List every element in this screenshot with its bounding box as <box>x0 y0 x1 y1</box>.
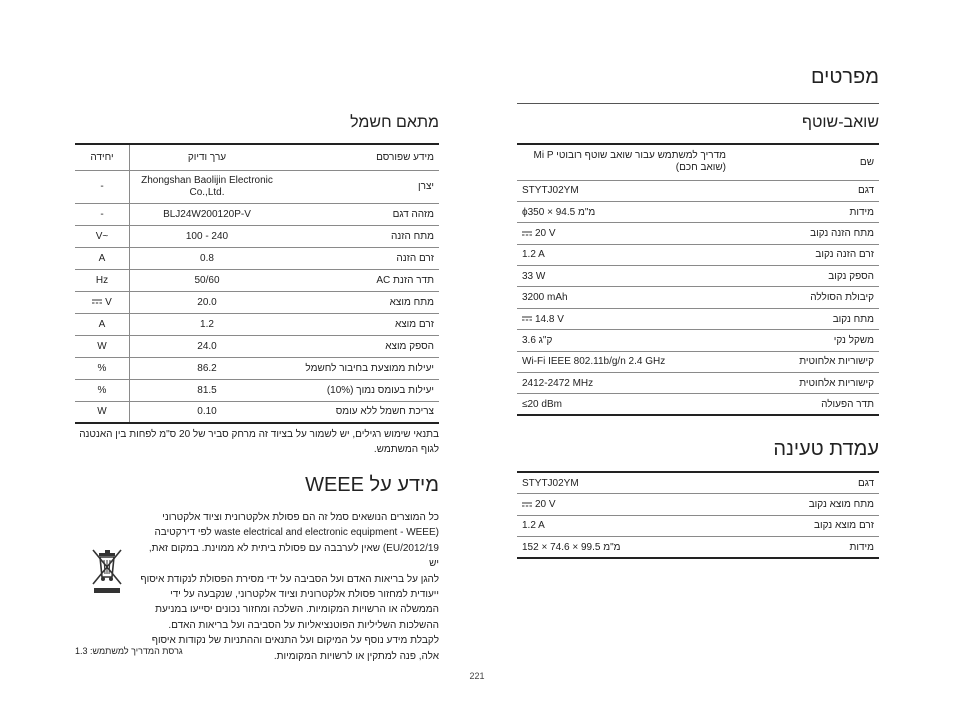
weee-text-line: 2012/19/EU) שאין לערבבה עם פסולת ביתית לא ממוינת. במקום זאת, יש <box>148 542 439 570</box>
weee-text-line: ייעודית למחזור פסולת אלקטרונית וציוד אלקטרוני, שנקבעה על ידי <box>170 589 439 601</box>
psu-param: זרם מוצא <box>394 318 434 330</box>
robot-spec-label: קיבולת הסוללה <box>810 292 874 304</box>
psu-value: 0.10 <box>197 406 217 418</box>
weee-text-line: (waste electrical and electronic equipment - WEEE לפי דירקטיבה <box>154 527 439 539</box>
psu-spec-row <box>75 203 439 225</box>
psu-unit: % <box>75 357 130 379</box>
psu-unit: V <box>75 291 130 313</box>
page-number: 221 <box>469 671 485 681</box>
psu-section-title: מתאם חשמל <box>350 114 439 131</box>
weee-text-line: הממשלה או הרשויות המקומיות. השלכה ומחזור נכונים יסייעו במניעת <box>155 604 439 616</box>
psu-spec-row <box>75 379 439 401</box>
robot-spec-value: 1.2 A <box>522 249 545 261</box>
weee-text-line: אלה, פנה למתקין או לרשויות המקומיות. <box>273 650 439 662</box>
crossed-out-wheelie-bin-icon <box>91 547 123 595</box>
robot-spec-row <box>517 373 879 394</box>
robot-spec-row <box>517 201 879 222</box>
psu-spec-row <box>75 225 439 247</box>
robot-spec-label: קישוריות אלחוטית <box>799 377 874 389</box>
robot-spec-row <box>517 351 879 372</box>
psu-unit: W <box>75 335 130 357</box>
robot-spec-value: ϕמ"מ 94.5 × 350 <box>522 206 596 218</box>
robot-spec-row <box>517 330 879 351</box>
psu-unit: A <box>75 313 130 335</box>
psu-value: 81.5 <box>197 384 217 396</box>
robot-spec-value: 33 W <box>522 270 546 282</box>
psu-unit: V~ <box>75 225 130 247</box>
weee-text-line: ההשלכות השליליות הפוטנציאליות על הסביבה ועל בריאות האדם. <box>168 619 439 631</box>
robot-spec-row <box>517 266 879 287</box>
psu-param: זרם הזנה <box>396 252 434 264</box>
robot-spec-value: STYTJ02YM <box>522 185 579 197</box>
dock-spec-label: מתח מוצא נקוב <box>808 498 874 510</box>
psu-spec-row <box>75 357 439 379</box>
robot-spec-label: קישוריות אלחוטית <box>799 356 874 368</box>
robot-spec-table <box>517 143 879 416</box>
weee-text-line: להגן על בריאות האדם ועל הסביבה על ידי מסירת הפסולת לנקודת איסוף <box>140 573 439 585</box>
psu-spec-row <box>75 269 439 291</box>
dock-spec-row <box>517 494 879 516</box>
dock-spec-row <box>517 472 879 494</box>
psu-param: הספק מוצא <box>385 340 434 352</box>
psu-param: יעילות בעומס נמוך (10%) <box>326 384 434 396</box>
robot-spec-value: 20 V <box>517 223 731 244</box>
robot-spec-value: Wi-Fi IEEE 802.11b/g/n 2.4 GHz <box>522 356 666 368</box>
psu-unit: % <box>75 379 130 401</box>
robot-spec-row <box>517 244 879 265</box>
psu-param: יצרן <box>418 181 434 192</box>
dock-spec-label: דגם <box>857 477 874 489</box>
psu-value: 1.2 <box>200 318 214 330</box>
psu-spec-row <box>75 291 439 313</box>
robot-spec-value: 2412-2472 MHz <box>522 377 594 389</box>
psu-param: מתח מוצא <box>389 296 434 308</box>
robot-spec-row <box>517 180 879 201</box>
dock-spec-value: STYTJ02YM <box>522 477 579 489</box>
dock-spec-row <box>517 537 879 559</box>
page-title: מפרטים <box>810 66 879 88</box>
robot-spec-label: שם <box>859 156 874 168</box>
dock-spec-value: 1.2 A <box>522 520 545 532</box>
robot-spec-label: מידות <box>849 206 874 218</box>
weee-section-title: מידע על WEEE <box>305 474 439 496</box>
psu-param: מזהה דגם <box>392 208 434 220</box>
psu-value: 0.8 <box>200 252 214 264</box>
psu-value: 86.2 <box>197 362 217 374</box>
dock-spec-label: זרם מוצא נקוב <box>814 520 874 532</box>
psu-spec-row <box>75 313 439 335</box>
psu-value: Zhongshan Baolijin Electronic Co.,Ltd. <box>141 174 273 198</box>
psu-header-value: ערך ודיוק <box>187 151 227 163</box>
dock-section-title: עמדת טעינה <box>773 438 879 460</box>
psu-spec-row <box>75 170 439 203</box>
psu-unit: W <box>75 401 130 423</box>
psu-note: בתנאי שימוש רגילים, יש לשמור על בציוד זה מרחק סביר של 20 ס"מ לפחות בין האנטנה לגוף המשתמש. <box>79 429 439 456</box>
psu-spec-row <box>75 335 439 357</box>
dock-spec-row <box>517 515 879 537</box>
robot-section-title: שואב-שוטף <box>801 114 879 131</box>
psu-unit: - <box>75 170 130 203</box>
psu-spec-row <box>75 247 439 269</box>
robot-spec-value: מדריך למשתמש עבור שואב שוטף רובוטי Mi P (שואב חכם) <box>533 150 726 174</box>
title-divider <box>517 103 879 104</box>
robot-spec-label: מתח נקוב <box>832 313 874 325</box>
robot-spec-label: מתח הזנה נקוב <box>810 227 874 239</box>
psu-spec-row <box>75 401 439 423</box>
weee-text-line: לקבלת מידע נוסף על המיקום ועל התנאים וההתניות של נקודות איסוף <box>151 635 439 647</box>
robot-spec-value: ≤20 dBm <box>522 398 562 410</box>
dock-spec-value: מ"מ 99.5 × 74.6 × 152 <box>522 541 621 553</box>
robot-spec-label: הספק נקוב <box>828 270 874 282</box>
psu-unit: - <box>75 203 130 225</box>
psu-value: BLJ24W200120P-V <box>163 208 251 220</box>
psu-value: 50/60 <box>194 274 220 286</box>
dock-spec-table <box>517 471 879 559</box>
dock-spec-value: 20 V <box>517 494 731 516</box>
robot-spec-row <box>517 223 879 244</box>
psu-unit: Hz <box>75 269 130 291</box>
weee-text <box>139 510 439 664</box>
psu-header-row <box>75 144 439 170</box>
manual-version: גרסת המדריך למשתמש: 1.3 <box>75 646 183 656</box>
psu-value: 20.0 <box>197 296 217 308</box>
robot-spec-value: 14.8 V <box>517 308 731 329</box>
psu-spec-table <box>75 143 439 424</box>
robot-spec-label: דגם <box>857 185 874 197</box>
robot-spec-value: 3200 mAh <box>522 292 568 304</box>
robot-spec-label: זרם הזנה נקוב <box>815 249 874 261</box>
robot-spec-row <box>517 308 879 329</box>
robot-spec-row <box>517 287 879 308</box>
robot-spec-value: ק"ג 3.6 <box>522 334 553 346</box>
dock-spec-label: מידות <box>849 541 874 553</box>
robot-spec-label: משקל נקי <box>833 334 874 346</box>
psu-value: 100 - 240 <box>185 230 229 242</box>
dc-symbol-icon <box>92 298 102 305</box>
dc-symbol-icon <box>522 501 532 508</box>
dc-symbol-icon <box>522 315 532 322</box>
robot-spec-row <box>517 144 879 180</box>
weee-text-line: כל המוצרים הנושאים סמל זה הם פסולת אלקטרונית וציוד אלקטרוני <box>162 512 439 523</box>
psu-header-param: מידע שפורסם <box>376 151 434 163</box>
robot-spec-row <box>517 394 879 415</box>
psu-param: צריכת חשמל ללא עומס <box>335 406 434 418</box>
psu-param: תדר הזנת AC <box>376 274 434 286</box>
robot-spec-label: תדר הפעולה <box>821 398 874 410</box>
psu-param: מתח הזנה <box>391 230 434 242</box>
psu-header-unit: יחידה <box>75 144 130 170</box>
psu-value: 24.0 <box>197 340 217 352</box>
dc-symbol-icon <box>522 230 532 237</box>
psu-param: יעילות ממוצעת בחיבור לחשמל <box>305 362 434 374</box>
psu-unit: A <box>75 247 130 269</box>
